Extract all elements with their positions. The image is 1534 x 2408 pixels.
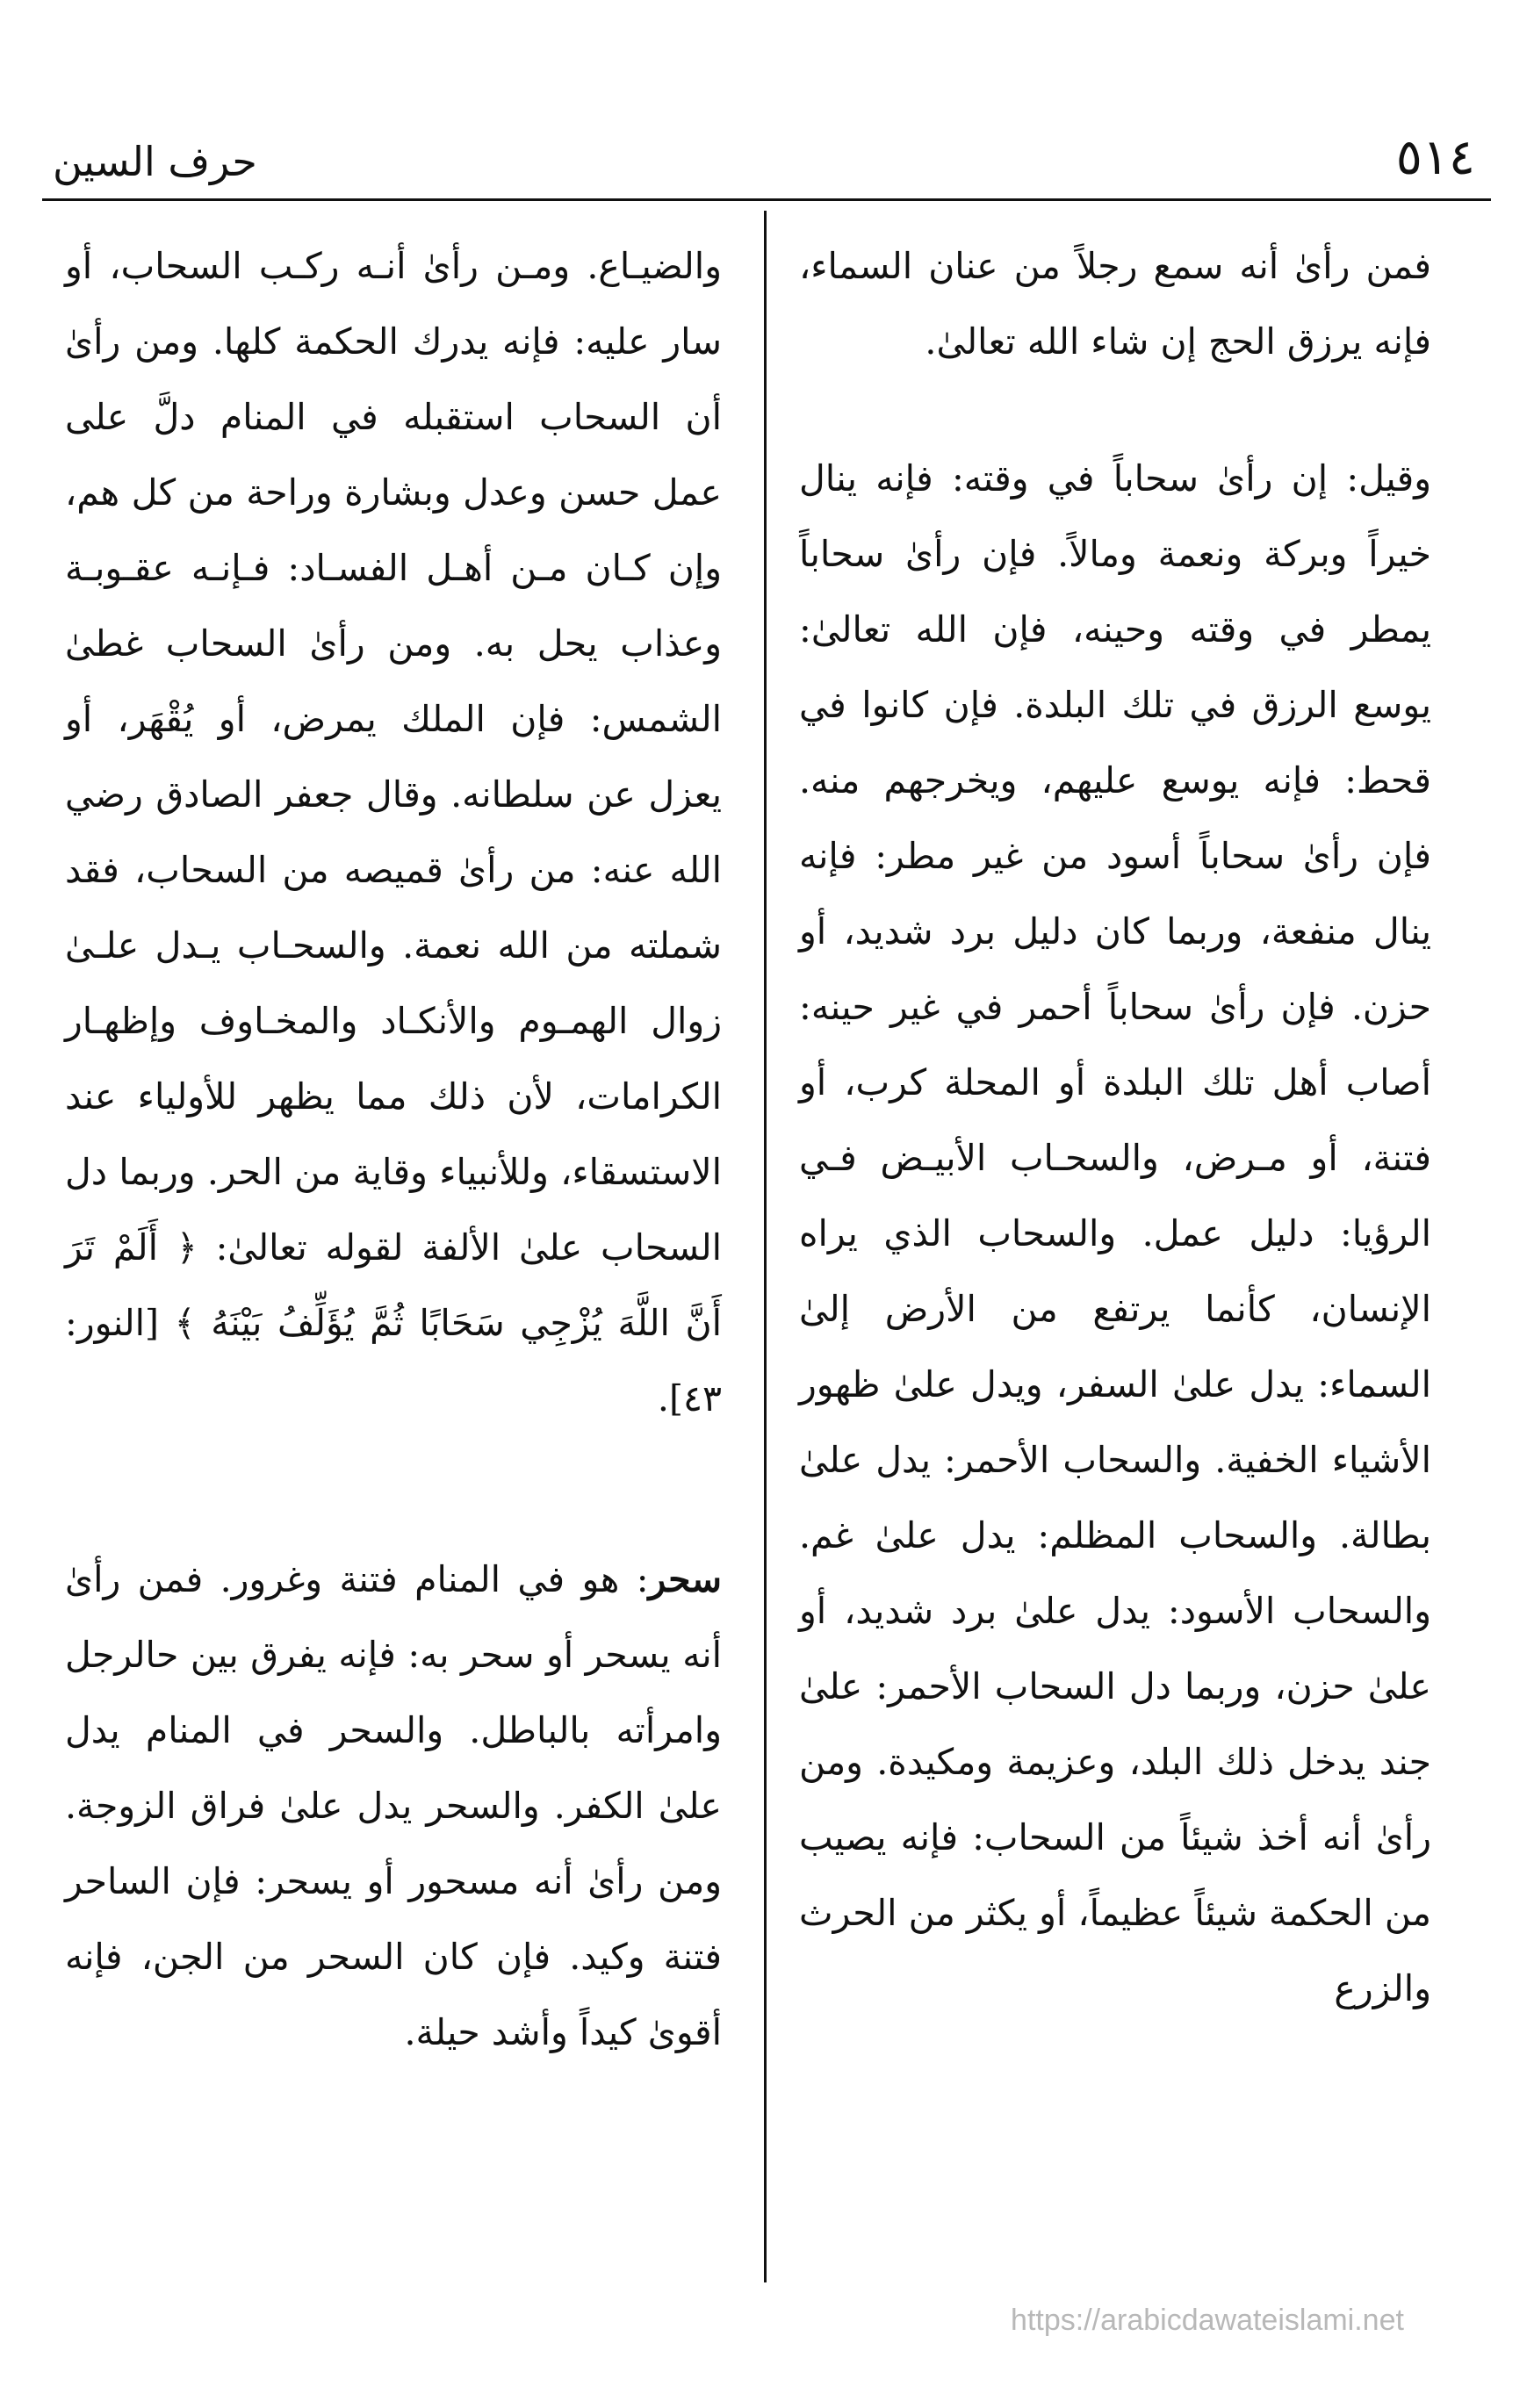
page-number: ٥١٤ (1395, 129, 1475, 186)
right-paragraph-1: فمن رأىٰ أنه سمع رجلاً من عنان السماء، فإنه يرزق الحج إن شاء الله تعالىٰ. (799, 245, 1431, 363)
entry-spacer (65, 1436, 722, 1542)
left-column (65, 228, 722, 2070)
chapter-title: حرف السين (53, 138, 257, 185)
entry-heading-sihr: سحر (648, 1558, 722, 1600)
left-paragraph-2 (65, 1542, 722, 2070)
paragraph-spacer (799, 379, 1431, 441)
left-paragraph-1: والضيـاع. ومـن رأىٰ أنـه ركـب السحاب، أو سار عليه: فإنه يدرك الحكمة كلها. ومن رأىٰ أن السحاب استقبله في المنام دلَّ على عمل حسن وعدل وبشارة وراحة من كل هم، وإن كـان مـن أهـل الفسـاد: فـإنـه عقـوبـة وعذاب يحل به. ومن رأىٰ السحاب غطىٰ الشمس: فإن الملك يمرض، أو يُقْهَر، أو يعزل عن سلطانه. وقال جعفر الصادق رضي الله عنه: من رأىٰ قميصه من السحاب، فقد شملته من الله نعمة. والسحـاب يـدل علـىٰ زوال الهمـوم والأنكـاد والمخـاوف وإظهـار الكرامات، لأن ذلك مما يظهر للأولياء عند الاستسقاء، وللأنبياء وقاية من الحر. وربما دل السحاب علىٰ الألفة لقوله تعالىٰ: ﴿ أَلَمْ تَرَ أَنَّ اللَّهَ يُزْجِي سَحَابًا ثُمَّ يُؤَلِّفُ بَيْنَهُ ﴾ [النور: ٤٣]. (65, 245, 722, 1420)
right-column (799, 228, 1431, 2026)
source-url-watermark: https://arabicdawateislami.net (1011, 2304, 1404, 2337)
left-paragraph-2-text: : هو في المنام فتنة وغرور. فمن رأىٰ أنه يسحر أو سحر به: فإنه يفرق بين حالرجل وامرأته بالباطل. والسحر في المنام يدل علىٰ الكفر. والسحر يدل علىٰ فراق الزوجة. ومن رأىٰ أنه مسحور أو يسحر: فإن الساحر فتنة وكيد. فإن كان السحر من الجن، فإنه أقوىٰ كيداً وأشد حيلة. (65, 1558, 722, 2053)
header-divider (42, 198, 1491, 201)
right-paragraph-2: وقيل: إن رأىٰ سحاباً في وقته: فإنه ينال خيراً وبركة ونعمة ومالاً. فإن رأىٰ سحاباً يمطر في وقته وحينه، فإن الله تعالىٰ: يوسع الرزق في تلك البلدة. فإن كانوا في قحط: فإنه يوسع عليهم، ويخرجهم منه. فإن رأىٰ سحاباً أسود من غير مطر: فإنه ينال منفعة، وربما كان دليل برد شديد، أو حزن. فإن رأىٰ سحاباً أحمر في غير حينه: أصاب أهل تلك البلدة أو المحلة كرب، أو فتنة، أو مـرض، والسحـاب الأبيـض فـي الرؤيا: دليل عمل. والسحاب الذي يراه الإنسان، كأنما يرتفع من الأرض إلىٰ السماء: يدل علىٰ السفر، ويدل علىٰ ظهور الأشياء الخفية. والسحاب الأحمر: يدل علىٰ بطالة. والسحاب المظلم: يدل علىٰ غم. والسحاب الأسود: يدل علىٰ برد شديد، أو علىٰ حزن، وربما دل السحاب الأحمر: علىٰ جند يدخل ذلك البلد، وعزيمة ومكيدة. ومن رأىٰ أنه أخذ شيئاً من السحاب: فإنه يصيب من الحكمة شيئاً عظيماً، أو يكثر من الحرث والزرع (799, 457, 1432, 2009)
column-divider (764, 211, 767, 2282)
